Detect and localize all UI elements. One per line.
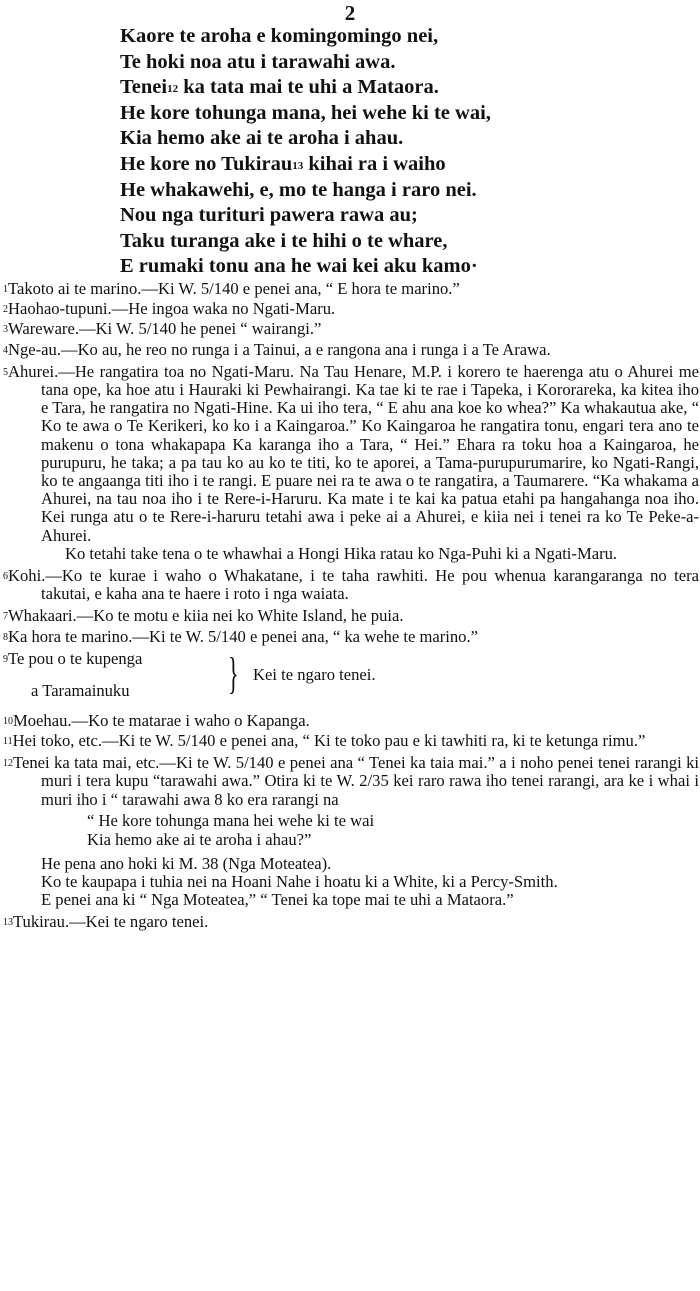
footnotes	[3, 280, 699, 934]
poem-line: Tenei$^{12}$ ka tata mai te uhi a Mataora.	[120, 76, 439, 99]
footnote-12-line: He pena ano hoki ki M. 38 (Nga Moteatea).	[41, 853, 332, 873]
page-number: 2	[344, 1, 356, 25]
footnote-ref: 13	[292, 159, 304, 172]
footnote-13: $^{13}$Tukirau.—Kei te ngaro tenei.	[3, 912, 209, 932]
poem-line: He kore tohunga mana, hei wehe ki te wai,	[120, 101, 491, 124]
footnote-6: $^6$Kohi.—Ko te kurae i waho o Whakatane, i te taha rawhiti. He pou whenua karangaranga no tera takutai, e kaha ana te haere i roto i nga waiata.	[3, 566, 699, 604]
footnote-12-line: Ko te kaupapa i tuhia nei na Hoani Nahe i hoatu ki a White, ki a Percy-Smith.	[41, 872, 558, 892]
quote-line: “ He kore tohunga mana hei wehe ki te wai	[87, 810, 375, 830]
footnote-5: $^5$Ahurei.—He rangatira toa no Ngati-Maru. Na Tau Henare, M.P. i korero te haerenga atu o Ahurei me tana ope, ka hoe atu i Hauraki ki Pewhairangi. Ka tae ki te rae i Tapeka, i Kororareka, ka kitea iho e Tara, he rangatira no Ngati-Hine. Ka ui iho tera, “ E ahu ana koe ko whea?” Ka whakautua ake, “ Ko te awa o Te Kerikeri, ko ko i a Kaingaroa.” Ko Kaingaroa he rangatira tonu, engari tera ano te makenu o tona whakapapa Ka karanga iho a Tara, “ Hei.” Ehara ra toku hoa a Kaingaroa, he purupuru, he taka; a pa tau ko au ko te titi, ko te aporei, a Tama-purupurumarire, ko Ngati-Rangi, ko te angaanga titi iho i te rangi. E puare nei ra te awa o te rangatira, a Taumarere. “Ka whakama a Ahurei, na tau noa iho i te Rere-i-Haruru. Ka mate i te kai ka patua etahi pa hangahanga noa iho. Kei runga atu o te Rere-i-haruru tetahi awa i peke ai a Ahurei, e kiia nei i tenei ra ko Te Peke-a-Ahurei.	[3, 361, 699, 545]
poem-line: Nou nga turituri pawera rawa au;	[120, 204, 418, 227]
footnote-1: $^1$Takoto ai te marino.—Ki W. 5/140 e penei ana, “ E hora te marino.”	[3, 279, 460, 298]
quote-line: Kia hemo ake ai te aroha i ahau?”	[87, 829, 312, 849]
poem	[120, 24, 680, 280]
poem-line: E rumaki tonu ana he wai kei aku kamo·	[120, 255, 478, 278]
poem-line: He whakawehi, e, mo te hanga i raro nei.	[120, 178, 477, 201]
footnote-12: $^{12}$Tenei ka tata mai, etc.—Ki te W. 5/140 e penei ana “ Tenei ka taia mai.” a i noho penei tenei rarangi ki muri i tera kupu “tarawahi awa.” Otira ki te W. 2/35 kei raro rawa iho tenei rarangi, ara ke i whai i muri iho i “ tarawahi awa 8 ko era rarangi na	[3, 753, 699, 809]
footnote-ref: 12	[167, 83, 179, 96]
poem-line: He kore no Tukirau$^{13}$ kihai ra i waiho	[120, 152, 446, 175]
footnote-7: $^7$Whakaari.—Ko te motu e kiia nei ko White Island, he puia.	[3, 606, 404, 626]
footnote-4: $^4$Nge-au.—Ko au, he reo no runga i a Tainui, a e rangona ana i runga i a Te Arawa.	[3, 339, 551, 359]
poem-line: Kia hemo ake ai te aroha i ahau.	[120, 127, 404, 150]
footnote-8: $^8$Ka hora te marino.—Ki te W. 5/140 e penei ana, “ ka wehe te marino.”	[3, 626, 478, 646]
footnote-2: $^2$Haohao-tupuni.—He ingoa waka no Ngati-Maru.	[3, 299, 336, 319]
footnote-10: $^{10}$Moehau.—Ko te matarae i waho o Kapanga.	[3, 710, 310, 730]
footnote-12-line: E penei ana ki “ Nga Moteatea,” “ Tenei ka tope mai te uhi a Mataora.”	[41, 890, 514, 910]
footnote-9: $^9$Te pou o te kupenga a Taramainuku } Kei te ngaro tenei.	[3, 648, 376, 700]
poem-line: Taku turanga ake i te hihi o te whare,	[120, 229, 448, 252]
poem-line: Te hoki noa atu i tarawahi awa.	[120, 50, 396, 73]
footnote-5-paragraph: Ko tetahi take tena o te whawhai a Hongi Hika ratau ko Nga-Puhi ki a Ngati-Maru.	[65, 543, 618, 563]
footnote-11: $^{11}$Hei toko, etc.—Ki te W. 5/140 e penei ana, “ Ki te toko pau e ki tawhiti ra, ki te ketunga rimu.”	[3, 731, 646, 751]
poem-line: Kaore te aroha e komingomingo nei,	[120, 25, 439, 47]
footnote-3: $^3$Wareware.—Ki W. 5/140 he penei “ wairangi.”	[3, 319, 322, 339]
brace-symbol: }	[228, 648, 239, 698]
